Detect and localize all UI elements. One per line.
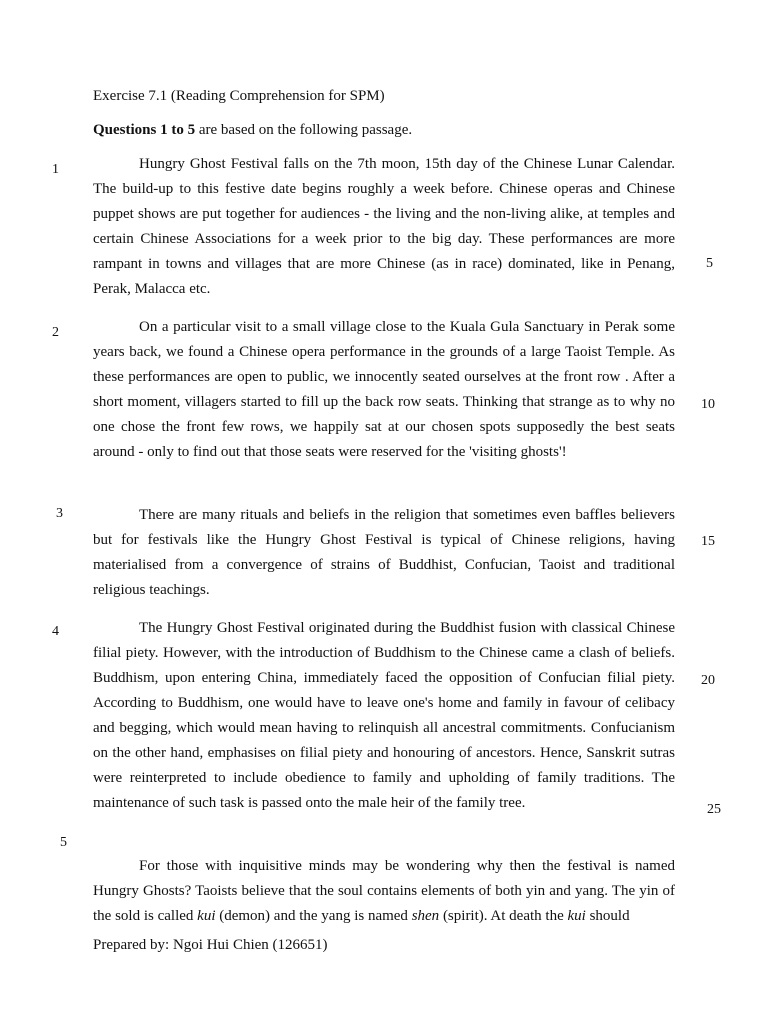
- p5-seg-3-italic: shen: [411, 908, 440, 924]
- footer-prepared-by: Prepared by: Ngoi Hui Chien (126651): [93, 937, 328, 953]
- paragraph-4-text: The Hungry Ghost Festival originated during the Buddhist fusion with classical Chinese filial piety. However, with the introduction of Buddhism to the Chinese came a clash of beliefs. Buddhism, upon entering China, immediately faced the opposition of Confucian filial piety. According to Buddhism, one would have to leave one's home and family in favour of celibacy and begging, which would mean having to relinquish all ancestral commitments. Confucianism on the other hand, emphasises on filial piety and honouring of ancestors. Hence, Sanskrit sutras were reinterpreted to include obedience to family and upholding of family traditions. The maintenance of such task is passed onto the male heir of the family tree.: [93, 620, 675, 811]
- paragraph-number-3: 3: [56, 506, 63, 521]
- paragraph-3: [93, 503, 675, 603]
- paragraph-4: [93, 616, 675, 816]
- paragraph-2-text: On a particular visit to a small village close to the Kuala Gula Sanctuary in Perak some years back, we found a Chinese opera performance in the grounds of a large Taoist Temple. As these performances are open to public, we innocently seated ourselves at the front row . After a short moment, villagers started to fill up the back row seats. Thinking that strange as to why no one chose the front few rows, we happily sat at our chosen spots supposedly the best seats around - only to find out that those seats were reserved for the 'visiting ghosts'!: [93, 319, 675, 460]
- instructions-bold: Questions 1 to 5: [93, 122, 196, 138]
- p5-seg-0: For those with inquisitive minds may be wondering why then the festival is named Hungry Ghosts? Taoists believe that the soul contains elements of both yin and yang. The yin of the sold is called: [93, 858, 675, 924]
- instructions-rest: are based on the following passage.: [195, 122, 413, 138]
- p5-seg-5-italic: kui: [567, 908, 586, 924]
- exercise-title: Exercise 7.1 (Reading Comprehension for SPM): [93, 88, 385, 104]
- p5-seg-2: (demon) and the yang is named: [215, 908, 412, 924]
- paragraph-number-4: 4: [52, 624, 59, 639]
- line-number-25: 25: [707, 802, 721, 817]
- paragraph-1: [93, 152, 675, 302]
- paragraph-5: [93, 854, 675, 929]
- instructions: [93, 121, 412, 139]
- p5-seg-6: should: [585, 908, 630, 924]
- line-number-10: 10: [701, 397, 715, 412]
- line-number-15: 15: [701, 534, 715, 549]
- paragraph-number-1: 1: [52, 162, 59, 177]
- p5-seg-4: (spirit). At death the: [439, 908, 568, 924]
- paragraph-3-text: There are many rituals and beliefs in the religion that sometimes even baffles believers but for festivals like the Hungry Ghost Festival is typical of Chinese religions, having materialised from a convergence of strains of Buddhist, Confucian, Taoist and traditional religious teachings.: [93, 507, 675, 598]
- line-number-20: 20: [701, 673, 715, 688]
- paragraph-number-2: 2: [52, 325, 59, 340]
- paragraph-2: [93, 315, 675, 465]
- paragraph-number-5: 5: [60, 835, 67, 850]
- p5-seg-1-italic: kui: [197, 908, 216, 924]
- line-number-5: 5: [706, 256, 713, 271]
- paragraph-1-text: Hungry Ghost Festival falls on the 7th moon, 15th day of the Chinese Lunar Calendar. The build-up to this festive date begins roughly a week before. Chinese operas and Chinese puppet shows are put together for audiences - the living and the non-living alike, at temples and certain Chinese Associations for a week prior to the big day. These performances are more rampant in towns and villages that are more Chinese (as in race) dominated, like in Penang, Perak, Malacca etc.: [93, 156, 675, 297]
